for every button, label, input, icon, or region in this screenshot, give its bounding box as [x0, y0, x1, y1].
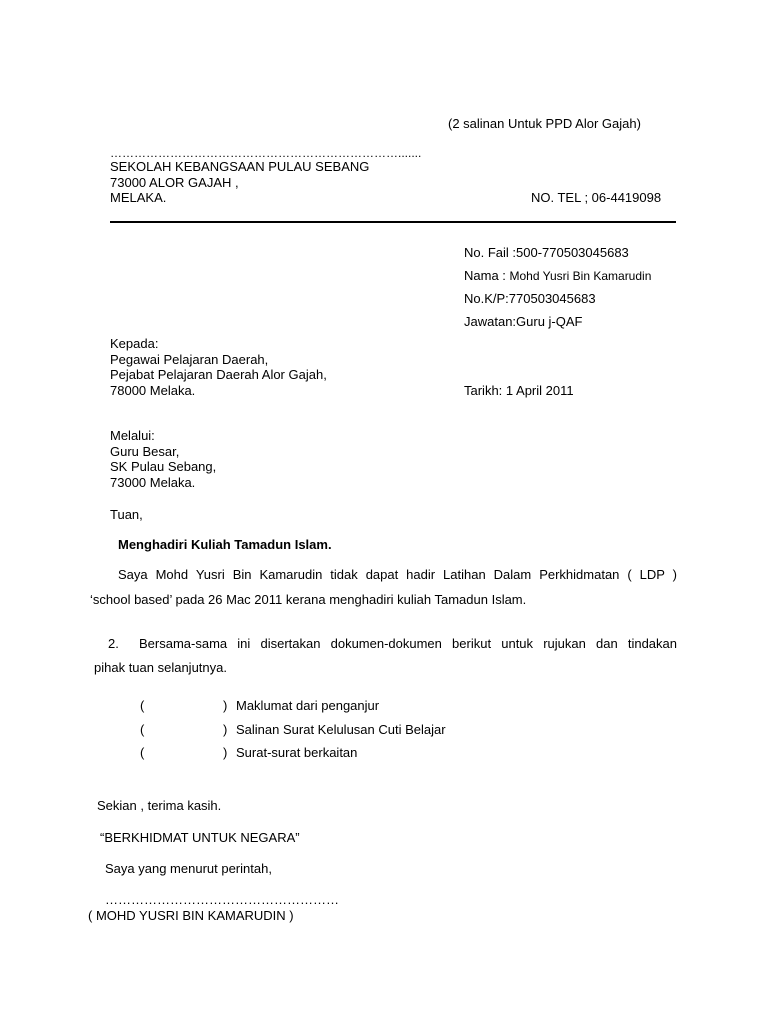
letter-date: Tarikh: 1 April 2011 — [464, 383, 574, 398]
paragraph-line: pihak tuan selanjutnya. — [94, 660, 227, 675]
salutation: Tuan, — [110, 507, 143, 522]
dots-line: ………………………………………………………………....... — [110, 146, 422, 160]
paragraph-line: ‘school based’ pada 26 Mac 2011 kerana menghadiri kuliah Tamadun Islam. — [90, 592, 527, 607]
via-line: SK Pulau Sebang, — [110, 459, 217, 474]
checkbox-close: ) — [223, 698, 228, 713]
job-position: Jawatan:Guru j-QAF — [464, 314, 583, 329]
phone-number: NO. TEL ; 06-4419098 — [531, 190, 662, 205]
closing-thanks: Sekian , terima kasih. — [97, 798, 222, 813]
closing-obedient: Saya yang menurut perintah, — [105, 861, 272, 876]
recipient-line: Pegawai Pelajaran Daerah, — [110, 352, 269, 367]
name-value: Mohd Yusri Bin Kamarudin — [509, 269, 652, 283]
signature-line: ……………………………………………… — [105, 892, 339, 907]
name-label: Nama : — [464, 268, 510, 283]
address-line: 73000 ALOR GAJAH , — [110, 175, 239, 190]
file-number: No. Fail :500-770503045683 — [464, 245, 629, 260]
motto: “BERKHIDMAT UNTUK NEGARA” — [100, 830, 300, 845]
paragraph-line: Bersama-sama ini disertakan dokumen-dokumen berikut untuk rujukan dan tindakan — [139, 636, 677, 651]
recipient-line: Pejabat Pelajaran Daerah Alor Gajah, — [110, 367, 327, 382]
paragraph-line: Saya Mohd Yusri Bin Kamarudin tidak dapat hadir Latihan Dalam Perkhidmatan ( LDP ) — [118, 567, 677, 582]
letter-subject: Menghadiri Kuliah Tamadun Islam. — [118, 537, 332, 552]
recipient-label: Kepada: — [110, 336, 159, 351]
ic-number: No.K/P:770503045683 — [464, 291, 596, 306]
school-name: SEKOLAH KEBANGSAAN PULAU SEBANG — [110, 159, 370, 174]
checklist-item-label: Surat-surat berkaitan — [236, 745, 358, 760]
paragraph-number: 2. — [108, 636, 119, 651]
header-divider — [110, 221, 676, 223]
checkbox-close: ) — [223, 745, 228, 760]
checkbox-open: ( — [140, 745, 145, 760]
checkbox-open: ( — [140, 698, 145, 713]
recipient-line: 78000 Melaka. — [110, 383, 196, 398]
via-line: Guru Besar, — [110, 444, 180, 459]
address-line: MELAKA. — [110, 190, 167, 205]
via-line: 73000 Melaka. — [110, 475, 196, 490]
checkbox-open: ( — [140, 722, 145, 737]
name-field — [464, 268, 651, 284]
checklist-item-label: Maklumat dari penganjur — [236, 698, 380, 713]
copies-note: (2 salinan Untuk PPD Alor Gajah) — [448, 116, 641, 131]
signatory-name: ( MOHD YUSRI BIN KAMARUDIN ) — [88, 908, 294, 923]
checklist-item-label: Salinan Surat Kelulusan Cuti Belajar — [236, 722, 446, 737]
via-label: Melalui: — [110, 428, 155, 443]
checkbox-close: ) — [223, 722, 228, 737]
